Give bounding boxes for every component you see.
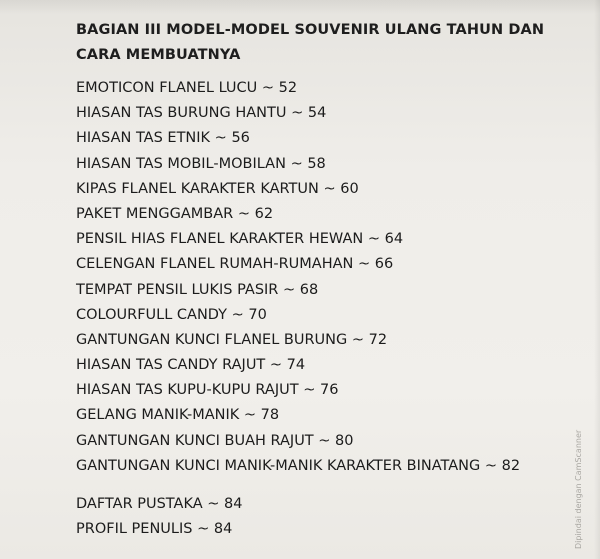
page-right-edge-shadow — [594, 0, 600, 559]
toc-separator: ~ — [318, 432, 331, 449]
toc-entry — [76, 353, 520, 378]
toc-entry-page: 84 — [224, 496, 243, 512]
toc-separator: ~ — [484, 457, 497, 474]
toc-entry-title: HIASAN TAS MOBIL-MOBILAN — [76, 155, 286, 172]
toc-separator: ~ — [323, 180, 336, 197]
toc-entry-page: 68 — [299, 281, 319, 298]
toc-entry-title: PENSIL HIAS FLANEL KARAKTER HEWAN — [76, 231, 364, 248]
toc-entry — [76, 252, 520, 277]
toc-entry-title: GANTUNGAN KUNCI MANIK-MANIK KARAKTER BINATANG — [76, 457, 481, 474]
toc-entry-title: DAFTAR PUSTAKA — [76, 496, 203, 512]
toc-entry-page: 82 — [501, 457, 521, 474]
toc-entry — [76, 152, 520, 177]
toc-entry — [76, 328, 520, 353]
toc-entry — [76, 517, 242, 542]
toc-separator: ~ — [243, 407, 257, 424]
page-top-shadow — [0, 0, 600, 14]
toc-separator: ~ — [351, 331, 364, 348]
scanner-watermark: Dipindai dengan CamScanner — [574, 430, 583, 550]
toc-entry-title: EMOTICON FLANEL LUCU — [76, 80, 258, 96]
toc-entry-title: CELENGAN FLANEL RUMAH-RUMAHAN — [76, 256, 354, 273]
toc-separator: ~ — [358, 256, 371, 273]
toc-entry-page: 74 — [286, 357, 306, 374]
toc-separator: ~ — [197, 521, 210, 538]
toc-separator: ~ — [291, 105, 304, 122]
toc-separator: ~ — [231, 306, 244, 323]
toc-separator: ~ — [261, 80, 275, 96]
toc-separator: ~ — [290, 155, 303, 172]
toc-entry-title: GANTUNGAN KUNCI BUAH RAJUT — [76, 432, 314, 449]
toc-entry-page: 72 — [368, 331, 388, 348]
toc-entry-title: COLOURFULL CANDY — [76, 306, 228, 323]
toc-entry — [76, 177, 520, 202]
toc-entry — [76, 278, 520, 303]
toc-entry-title: KIPAS FLANEL KARAKTER KARTUN — [76, 180, 319, 197]
toc-entry — [76, 303, 520, 328]
toc-entry-page: 64 — [384, 231, 404, 248]
toc-entry — [76, 378, 520, 403]
toc-entry-title: HIASAN TAS ETNIK — [76, 130, 211, 147]
toc-entry-title: GELANG MANIK-MANIK — [76, 407, 240, 424]
toc-entry-page: 54 — [307, 105, 327, 122]
toc-entry — [76, 202, 520, 227]
toc-entry-title: HIASAN TAS BURUNG HANTU — [76, 105, 287, 122]
toc-separator: ~ — [303, 382, 316, 399]
toc-separator: ~ — [269, 357, 283, 374]
toc-entry-page: 76 — [319, 382, 339, 399]
toc-entry — [76, 101, 520, 126]
toc-separator: ~ — [237, 205, 250, 222]
toc-entry-title: PAKET MENGGAMBAR — [76, 205, 234, 222]
toc-entry-page: 62 — [254, 205, 274, 222]
toc-entry-page: 84 — [213, 521, 233, 538]
toc-separator: ~ — [207, 496, 220, 512]
toc-entry-title: HIASAN TAS KUPU-KUPU RAJUT — [76, 382, 299, 399]
toc-entry — [76, 76, 520, 101]
toc-entry-page: 80 — [335, 432, 354, 449]
toc-entry-page: 60 — [340, 180, 359, 197]
toc-entry — [76, 227, 520, 252]
toc-separator: ~ — [214, 130, 227, 147]
toc-entry-page: 52 — [278, 80, 298, 96]
toc-entry-title: TEMPAT PENSIL LUKIS PASIR — [76, 281, 279, 298]
toc-entry — [76, 492, 242, 517]
back-matter-list — [76, 492, 242, 542]
toc-entry-title: GANTUNGAN KUNCI FLANEL BURUNG — [76, 331, 348, 348]
table-of-contents — [76, 76, 520, 479]
toc-entry — [76, 403, 520, 428]
toc-entry — [76, 429, 520, 454]
toc-entry-page: 70 — [248, 306, 267, 323]
toc-entry-title: PROFIL PENULIS — [76, 521, 193, 538]
toc-entry — [76, 126, 520, 151]
toc-entry-page: 66 — [374, 256, 394, 273]
toc-entry-page: 56 — [231, 130, 250, 147]
toc-separator: ~ — [283, 281, 296, 298]
section-heading: BAGIAN III MODEL-MODEL SOUVENIR ULANG TAHUN DAN CARA MEMBUATNYA — [76, 22, 545, 63]
toc-entry-page: 78 — [260, 407, 280, 424]
toc-entry-page: 58 — [307, 155, 326, 172]
toc-entry — [76, 454, 520, 479]
toc-separator: ~ — [367, 231, 381, 248]
toc-entry-title: HIASAN TAS CANDY RAJUT — [76, 357, 266, 374]
